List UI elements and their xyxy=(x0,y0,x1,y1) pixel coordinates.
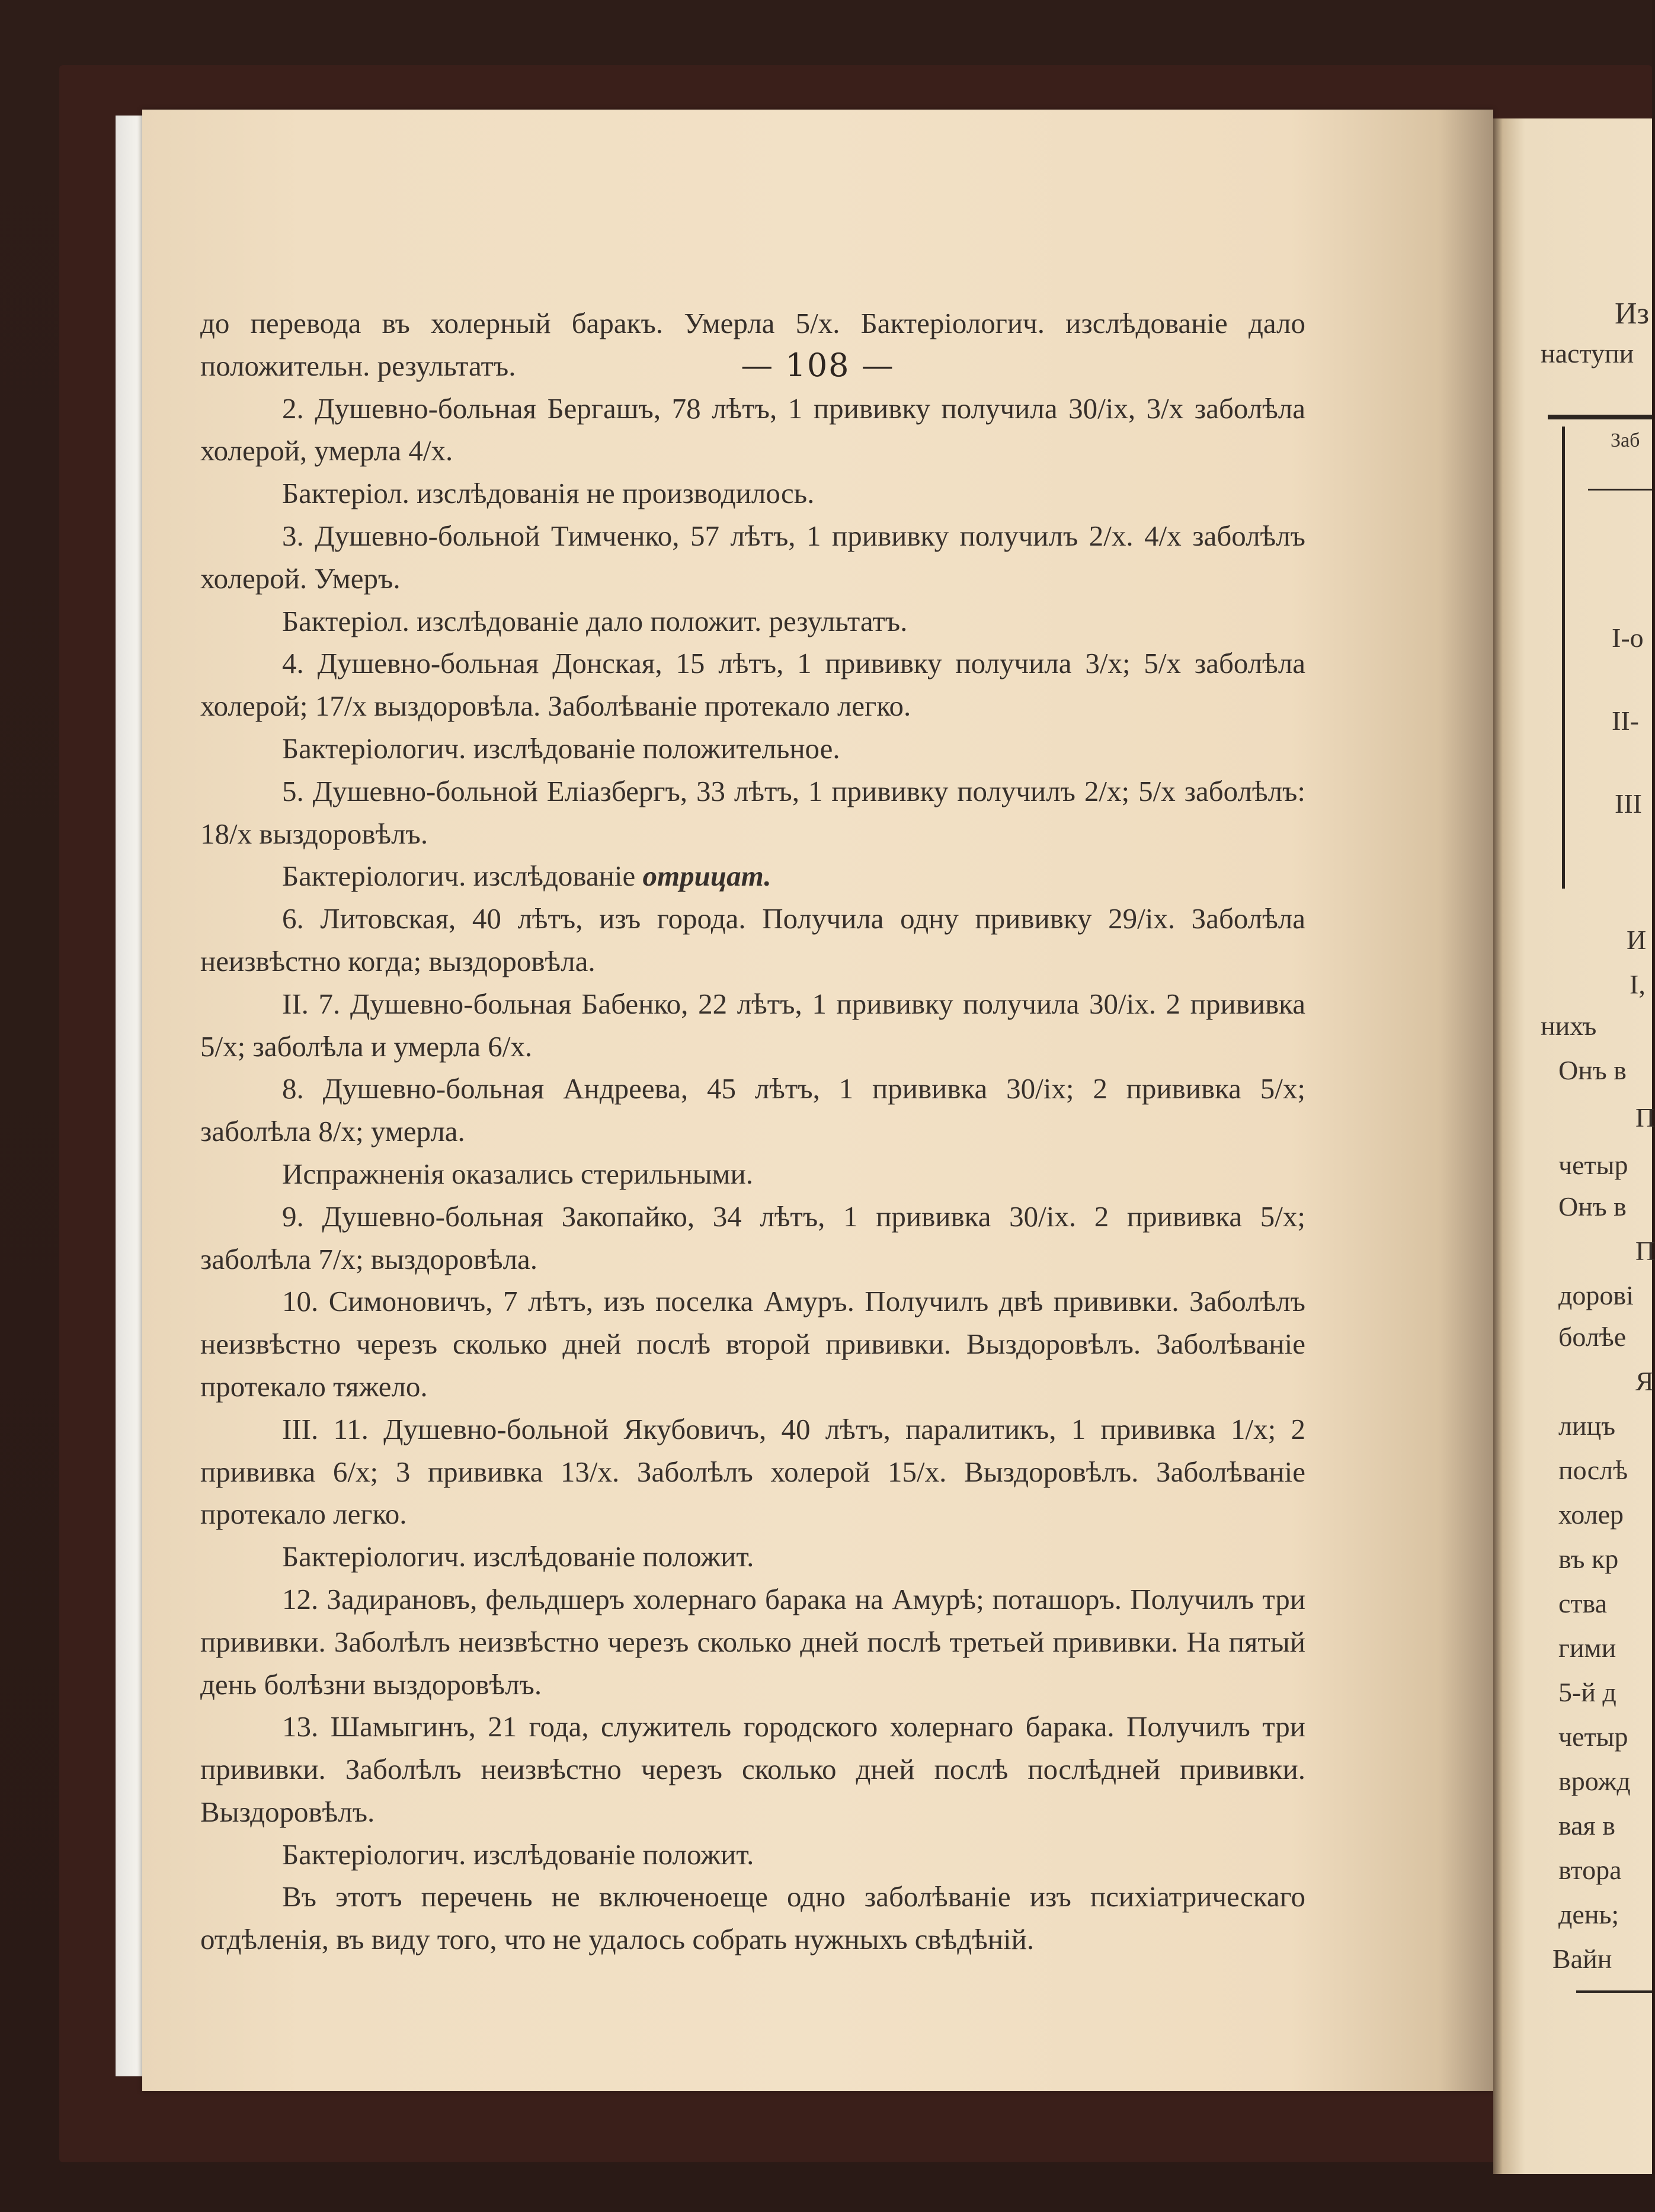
paragraph-10: 6. Литовская, 40 лѣтъ, изъ города. Получила одну прививку 29/іх. Заболѣла неизвѣстно когда; выздоровѣла. xyxy=(200,902,1305,977)
right-line-13: Онъ в xyxy=(1558,1191,1627,1222)
paragraph-5: Бактеріол. изслѣдованіе дало положит. результатъ. xyxy=(282,604,908,637)
right-line-3: Заб xyxy=(1611,429,1640,451)
paragraph-13: Испражненія оказались стерильными. xyxy=(282,1157,753,1190)
right-line-27: вая в xyxy=(1558,1810,1615,1841)
paragraph-6: 4. Душевно-больная Донская, 15 лѣтъ, 1 прививку получила 3/х; 5/х заболѣла холерой; 17/х выздоровѣла. Заболѣваніе протекало легко. xyxy=(200,647,1305,723)
right-line-26: врожд xyxy=(1558,1766,1631,1796)
right-line-25: четыр xyxy=(1558,1721,1628,1752)
paragraph-2: 2. Душевно-больная Бергашъ, 78 лѣтъ, 1 прививку получила 30/іх, 3/х заболѣла холерой, умерла 4/х. xyxy=(200,392,1305,467)
page-number: — 108 — xyxy=(741,347,895,384)
right-line-1: Из xyxy=(1615,297,1650,331)
right-line-14: П xyxy=(1635,1236,1655,1266)
paragraph-12: 8. Душевно-больная Андреева, 45 лѣтъ, 1 прививка 30/іх; 2 прививка 5/х; заболѣла 8/х; умерла. xyxy=(200,1072,1305,1148)
paragraph-14: 9. Душевно-больная Закопайко, 34 лѣтъ, 1 прививка 30/іх. 2 прививка 5/х; заболѣла 7/х; выздоровѣла. xyxy=(200,1200,1305,1275)
page-body xyxy=(200,302,1305,1961)
bacterio-prefix: Бактеріологич. изслѣдованіе xyxy=(282,860,636,893)
right-line-20: холер xyxy=(1558,1499,1624,1530)
right-line-18: лицъ xyxy=(1558,1410,1615,1441)
right-table-rule-mid xyxy=(1588,489,1652,491)
right-line-16: болѣе xyxy=(1558,1322,1627,1352)
right-bottom-rule xyxy=(1576,1990,1652,1993)
paragraph-15: 10. Симоновичъ, 7 лѣтъ, изъ поселка Амуръ. Получилъ двѣ прививки. Заболѣлъ неизвѣстно черезъ сколько дней послѣ второй прививки. Выздоровѣлъ. Заболѣваніе протекало тяжело. xyxy=(200,1285,1305,1403)
paragraph-11: II. 7. Душевно-больная Бабенко, 22 лѣтъ, 1 прививку получила 30/іх. 2 прививка 5/х; заболѣла и умерла 6/х. xyxy=(200,987,1305,1063)
right-line-2: наступи xyxy=(1541,338,1634,368)
right-line-5: II- xyxy=(1612,706,1639,736)
right-line-17: Я xyxy=(1635,1366,1654,1396)
paragraph-18: 12. Задирановъ, фельдшеръ холернаго барака на Амурѣ; поташоръ. Получилъ три прививки. Заболѣлъ неизвѣстно черезъ сколько дней послѣ третьей прививки. На пятый день болѣзни выздоровѣлъ. xyxy=(200,1582,1305,1701)
right-line-12: четыр xyxy=(1558,1150,1628,1180)
paragraph-7: Бактеріологич. изслѣдованіе положительное. xyxy=(282,732,840,765)
right-line-28: втора xyxy=(1558,1855,1622,1885)
right-line-11: П xyxy=(1635,1102,1655,1133)
right-line-8: I, xyxy=(1630,969,1646,999)
right-line-21: въ кр xyxy=(1558,1544,1619,1574)
paragraph-20: Бактеріологич. изслѣдованіе положит. xyxy=(282,1838,754,1871)
right-line-15: дорові xyxy=(1558,1280,1634,1310)
paragraph-8: 5. Душевно-больной Еліазбергъ, 33 лѣтъ, 1 прививку получилъ 2/х; 5/х заболѣлъ: 18/х выздоровѣлъ. xyxy=(200,774,1305,850)
paragraph-17: Бактеріологич. изслѣдованіе положит. xyxy=(282,1540,754,1573)
paragraph-1: до перевода въ холерный баракъ. Умерла 5/х. Бактеріологич. изслѣдованіе дало положительн. результатъ. xyxy=(200,307,1305,382)
right-table-rule-left xyxy=(1562,427,1565,889)
right-line-10: Онъ в xyxy=(1558,1055,1627,1085)
right-line-19: послѣ xyxy=(1558,1455,1628,1485)
right-line-4: I-о xyxy=(1612,623,1644,653)
right-table-rule-top xyxy=(1548,415,1652,419)
paragraph-9 xyxy=(200,855,1305,897)
paragraph-4: 3. Душевно-больной Тимченко, 57 лѣтъ, 1 прививку получилъ 2/х. 4/х заболѣлъ холерой. Умеръ. xyxy=(200,519,1305,595)
right-line-9: нихъ xyxy=(1541,1011,1597,1041)
right-line-23: гими xyxy=(1558,1633,1616,1663)
paragraph-19: 13. Шамыгинъ, 21 года, служитель городского холернаго барака. Получилъ три прививки. Заболѣлъ неизвѣстно черезъ сколько дней послѣ послѣдней прививки. Выздоровѣлъ. xyxy=(200,1710,1305,1828)
right-line-24: 5-й д xyxy=(1558,1677,1616,1707)
right-line-7: И xyxy=(1627,925,1647,955)
paragraph-16: III. 11. Душевно-больной Якубовичъ, 40 лѣтъ, паралитикъ, 1 прививка 1/х; 2 прививка 6/х; 3 прививка 13/х. Заболѣлъ холерой 15/х. Выздоровѣлъ. Заболѣваніе протекало легко. xyxy=(200,1412,1305,1531)
bacterio-emphasis: отрицат. xyxy=(642,860,772,893)
right-line-30: Вайн xyxy=(1552,1944,1612,1974)
right-line-29: день; xyxy=(1558,1899,1619,1929)
right-line-22: ства xyxy=(1558,1588,1608,1618)
right-line-6: III xyxy=(1615,788,1642,819)
paragraph-21: Въ этотъ перечень не включеноеще одно заболѣваніе изъ психіатрическаго отдѣленія, въ виду того, что не удалось собрать нужныхъ свѣдѣній. xyxy=(200,1880,1305,1956)
paragraph-3: Бактеріол. изслѣдованія не производилось. xyxy=(282,477,815,510)
